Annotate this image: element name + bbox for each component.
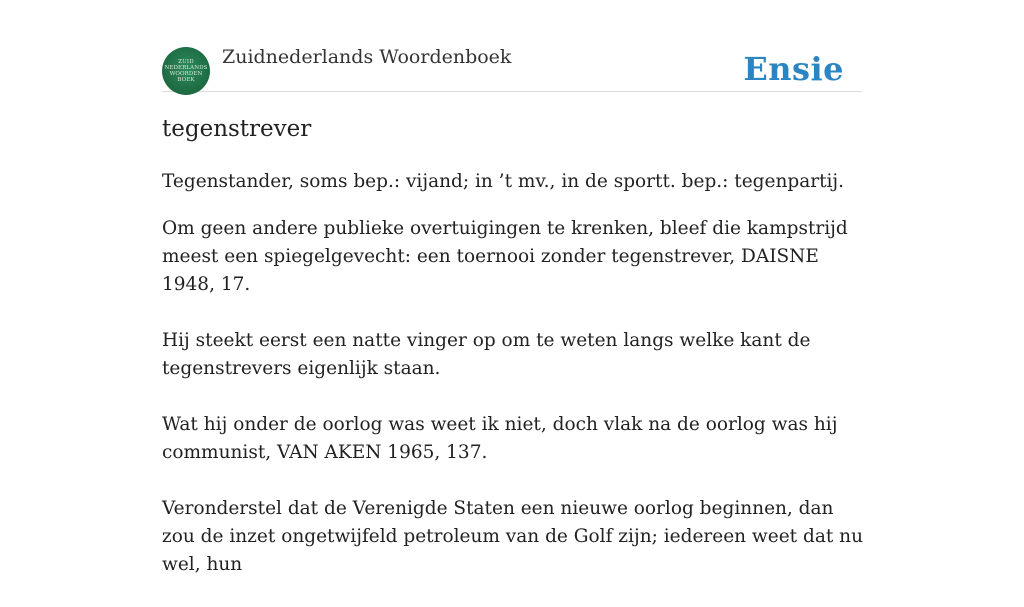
- entry-definition: Tegenstander, soms bep.: vijand; in ’t mv., in de sportt. bep.: tegenpartij.: [162, 171, 845, 192]
- example-sentence: Hij steekt eerst een natte vinger op om te weten langs welke kant de tegenstrevers eigenlijk staan.: [162, 330, 811, 379]
- site-title[interactable]: Zuidnederlands Woordenboek: [222, 46, 512, 68]
- logo-text-line: WOORDEN: [169, 71, 203, 77]
- example-sentence: Veronderstel dat de Verenigde Staten een nieuwe oorlog beginnen, dan zou de inzet ongetwijfeld petroleum van de Golf zijn; iedereen weet dat nu wel, hun: [162, 498, 863, 575]
- example-sentence: Wat hij onder de oorlog was weet ik niet, doch vlak na de oorlog was hij communist, VAN AKEN 1965, 137.: [162, 414, 838, 463]
- example-list: [162, 215, 867, 607]
- logo-text-line: BOEK: [177, 77, 195, 83]
- site-header: [162, 46, 862, 92]
- logo-text-line: NEDERLANDS: [164, 65, 208, 71]
- ensie-brand-logo[interactable]: Ensie: [743, 50, 844, 88]
- zuidnederlands-woordenboek-logo[interactable]: [162, 47, 210, 95]
- entry-headword: tegenstrever: [162, 116, 312, 142]
- logo-text-line: ZUID: [178, 59, 194, 65]
- example-sentence: Om geen andere publieke overtuigingen te krenken, bleef die kampstrijd meest een spiegelgevecht: een toernooi zonder tegenstrever, DAISNE 1948, 17.: [162, 218, 848, 295]
